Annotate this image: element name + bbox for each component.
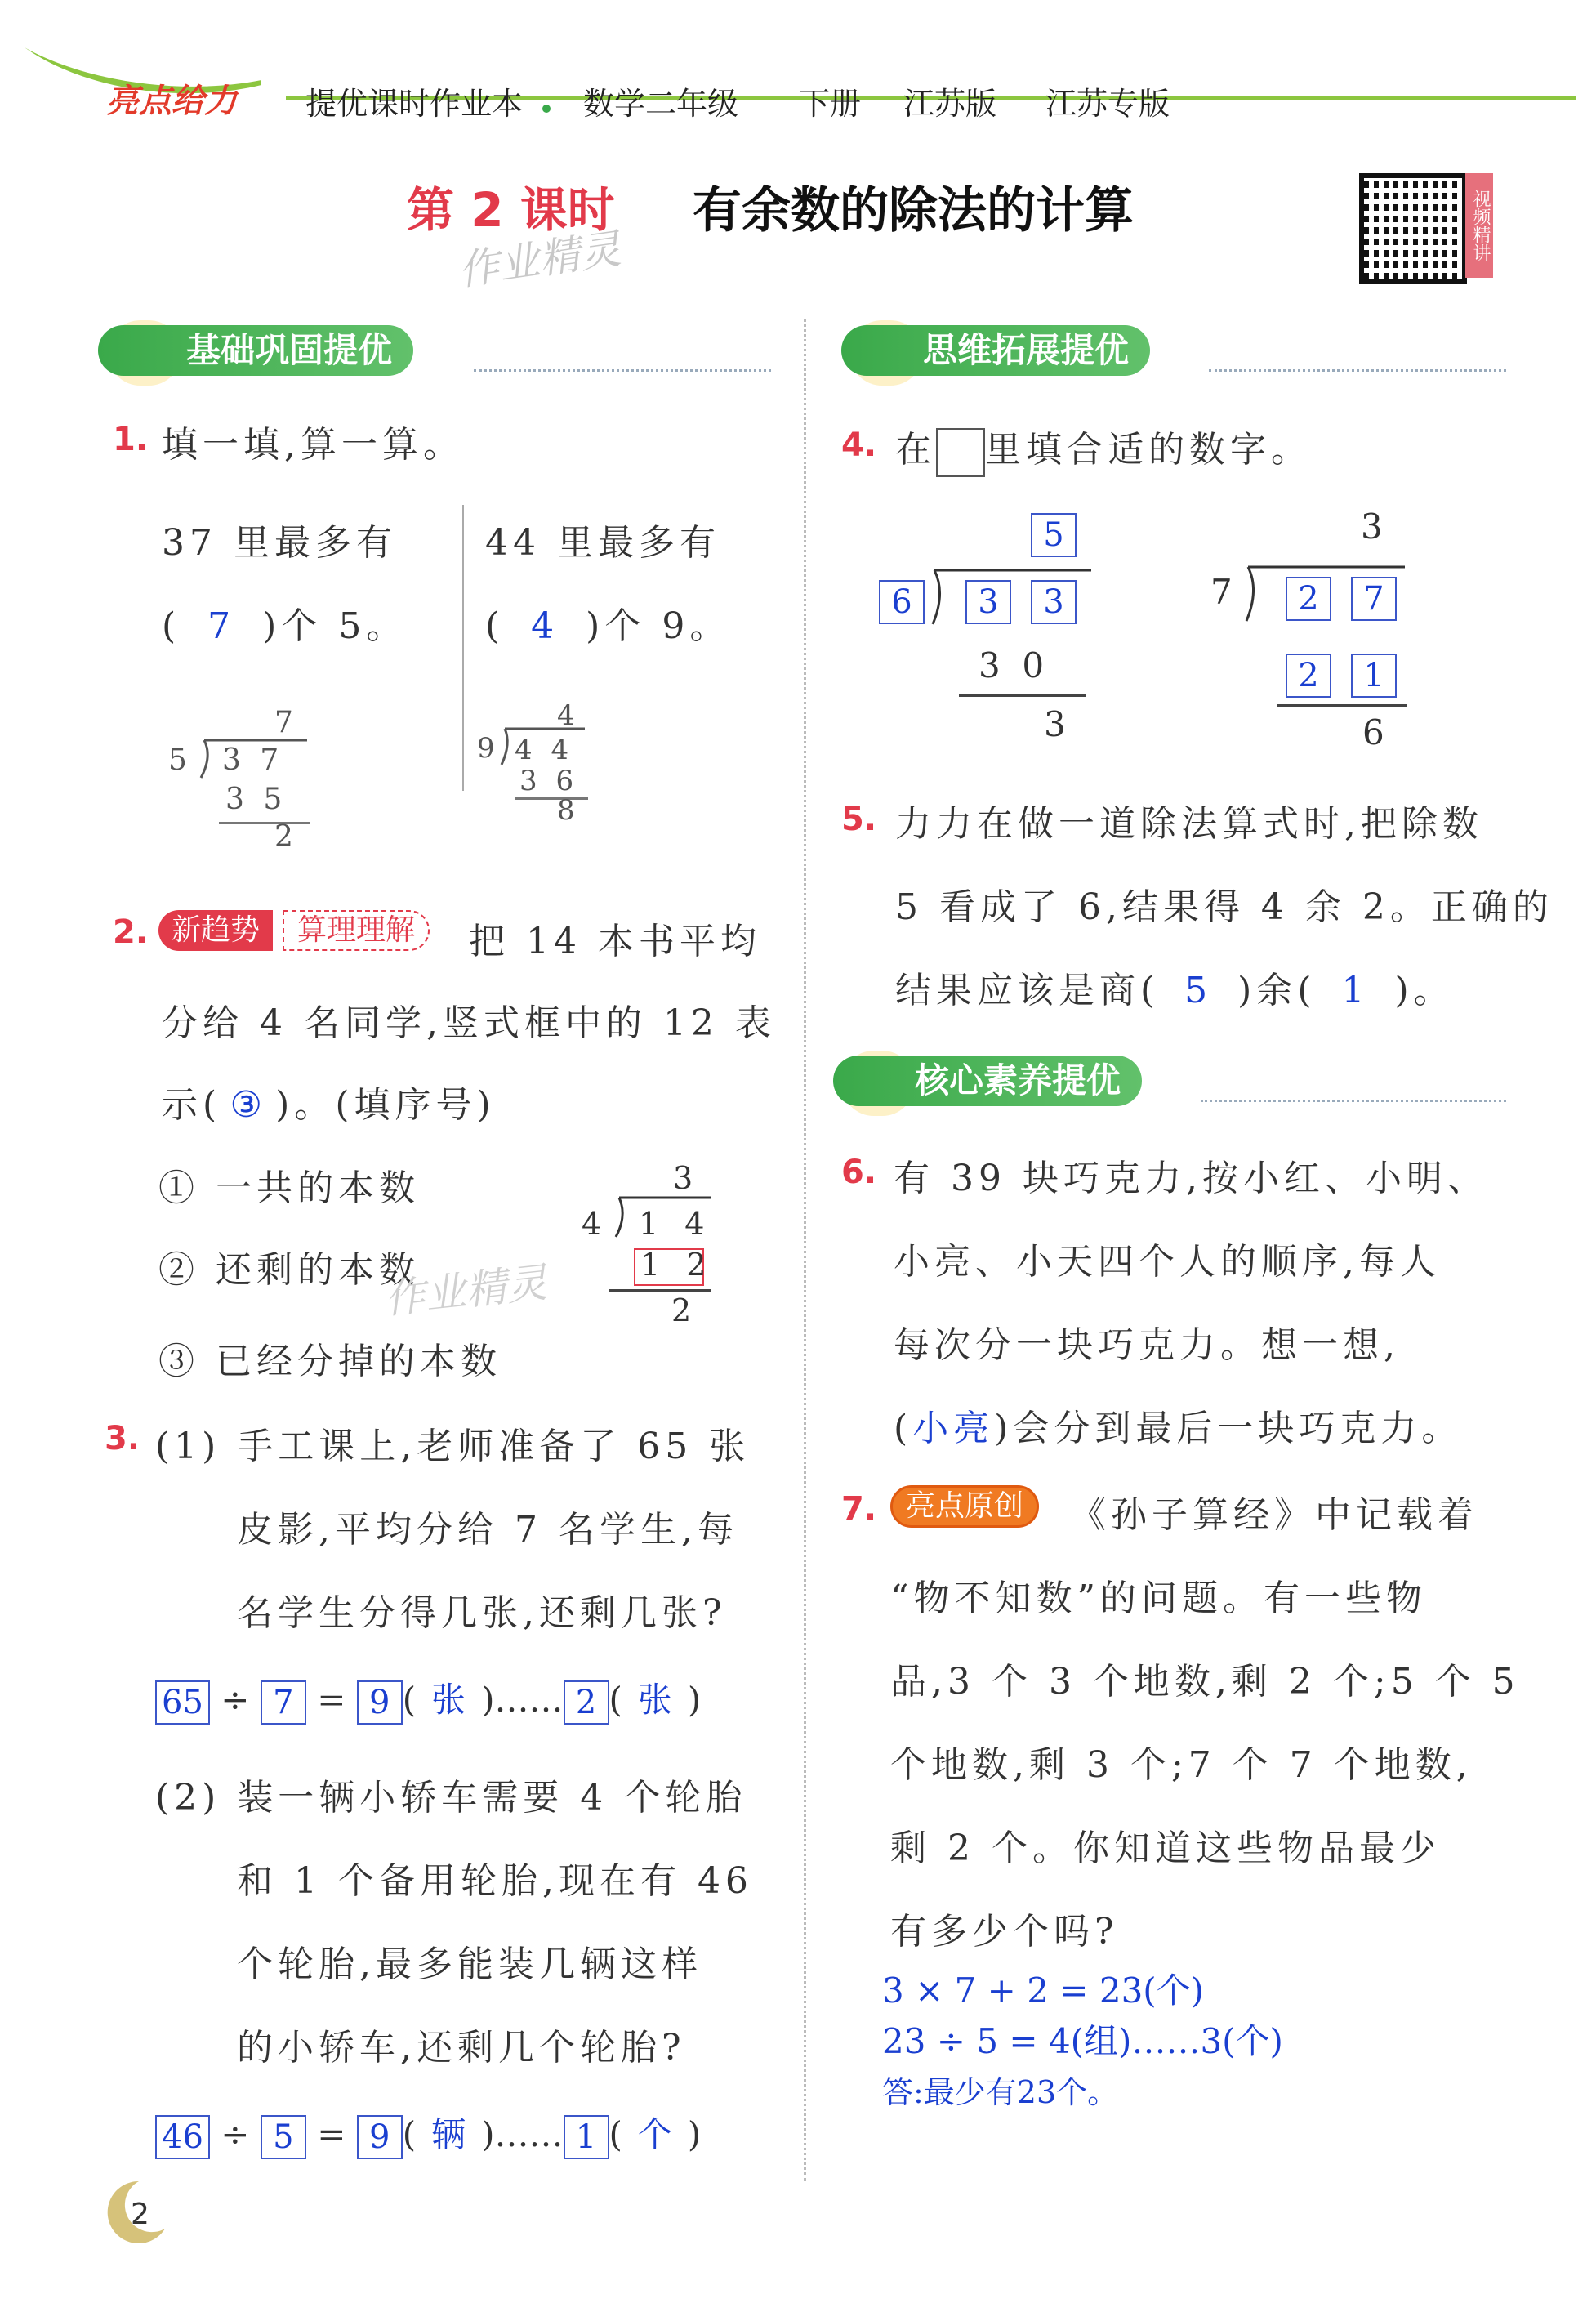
q7-line6: 有多少个吗? <box>890 1911 1119 1953</box>
q1-right-line2: ( 4 )个 9。 <box>485 605 731 647</box>
q4a-dividend2[interactable]: 3 <box>1031 580 1077 624</box>
q3-p1-line3: 名学生分得几张,还剩几张? <box>237 1592 727 1634</box>
volume: 下册 <box>799 86 862 122</box>
q1-divider <box>462 505 464 791</box>
q3-p2-line4: 的小轿车,还剩几个轮胎? <box>237 2027 686 2069</box>
q6-line4: (小亮)会分到最后一块巧克力。 <box>894 1408 1463 1449</box>
q1-left-line2: ( 7 )个 5。 <box>162 605 408 647</box>
q3-p2-line1: (2) 装一辆小轿车需要 4 个轮胎 <box>155 1777 747 1819</box>
q3-p2-unit2[interactable]: 个 <box>637 2114 672 2154</box>
q3-p1-line1: (1) 手工课上,老师准备了 65 张 <box>155 1426 751 1467</box>
section-basic: 基础巩固提优 <box>98 325 413 376</box>
q3-p1-unit1[interactable]: 张 <box>431 1680 466 1720</box>
section-basic-rule <box>474 369 771 372</box>
special-edition: 江苏专版 <box>1045 86 1170 122</box>
q7-number: 7. <box>841 1490 877 1528</box>
q5-answer-remainder[interactable]: 1 <box>1341 970 1370 1011</box>
q7-tag-original: 亮点原创 <box>890 1485 1039 1528</box>
q4b-product2[interactable]: 1 <box>1351 654 1397 698</box>
q5-line2: 5 看成了 6,结果得 4 余 2。正确的 <box>895 886 1554 928</box>
q7-line5: 剩 2 个。你知道这些物品最少 <box>890 1828 1441 1869</box>
brand-logo: 亮点给力 <box>106 83 237 120</box>
q2-line1: 把 14 本书平均 <box>469 921 761 962</box>
q4-number: 4. <box>841 426 877 464</box>
page-number: 2 <box>131 2198 149 2231</box>
q2-number: 2. <box>113 913 149 951</box>
q6-line1: 有 39 块巧克力,按小红、小明、 <box>894 1158 1488 1199</box>
q6-answer[interactable]: 小亮 <box>912 1408 995 1449</box>
q7-line4: 个地数,剩 3 个;7 个 7 个地数, <box>890 1744 1473 1786</box>
q3-p2-equation: 46 ÷ 5 = 9 ( 辆 )…… 1 ( 个 ) <box>155 2108 701 2159</box>
q3-p2-quotient[interactable]: 9 <box>357 2115 403 2159</box>
q2-watermark: 作业精灵 <box>381 1258 550 1323</box>
q1-number: 1. <box>113 421 149 458</box>
q2-tag-understanding: 算理理解 <box>283 910 430 951</box>
section-thinking: 思维拓展提优 <box>841 325 1150 376</box>
watermark: 作业精灵 <box>455 225 624 295</box>
section-core: 核心素养提优 <box>833 1056 1142 1106</box>
q6-number: 6. <box>841 1154 877 1191</box>
q4a-dividend1[interactable]: 3 <box>965 580 1011 624</box>
q3-p1-quotient[interactable]: 9 <box>357 1680 403 1725</box>
q2-option-3: ③ 已经分掉的本数 <box>158 1341 502 1382</box>
q1-right-answer[interactable]: 4 <box>531 605 559 647</box>
qr-label: 视频精讲 <box>1465 173 1493 278</box>
q7-line2: “物不知数”的问题。有一些物 <box>890 1578 1427 1619</box>
q3-p1-equation: 65 ÷ 7 = 9 ( 张 )…… 2 ( 张 ) <box>155 1673 701 1725</box>
q3-number: 3. <box>105 1420 140 1457</box>
q1-right-line1: 44 里最多有 <box>485 522 720 564</box>
q5-line3: 结果应该是商( 5 )余( 1 )。 <box>895 970 1455 1011</box>
edition: 江苏版 <box>903 86 997 122</box>
q3-p1-remainder[interactable]: 2 <box>564 1680 609 1725</box>
q1-prompt: 填一填,算一算。 <box>162 424 464 466</box>
q3-p1-line2: 皮影,平均分给 7 名学生,每 <box>237 1509 738 1551</box>
q2-tag-trend: 新趋势 <box>158 910 273 951</box>
q3-p1-divisor[interactable]: 7 <box>261 1680 306 1725</box>
series-name: 提优课时作业本 <box>305 86 524 122</box>
q2-answer[interactable]: ③ <box>230 1084 267 1126</box>
q4b-product1[interactable]: 2 <box>1286 654 1331 698</box>
section-core-rule <box>1201 1100 1506 1102</box>
page-title: 有余数的除法的计算 <box>693 182 1134 239</box>
q2-line3: 示( ③ )。(填序号) <box>162 1084 496 1126</box>
q3-p2-line3: 个轮胎,最多能装几辆这样 <box>237 1944 702 1985</box>
q3-p2-line2: 和 1 个备用轮胎,现在有 46 <box>237 1860 753 1902</box>
q2-option-1: ① 一共的本数 <box>158 1167 420 1209</box>
q7-line3: 品,3 个 3 个地数,剩 2 个;5 个 5 <box>890 1661 1520 1703</box>
q4a-quotient[interactable]: 5 <box>1031 513 1077 557</box>
q4-prompt: 在 里填合适的数字。 <box>895 420 1312 477</box>
q3-p2-unit1[interactable]: 辆 <box>431 2114 466 2154</box>
subject: 数学二年级 <box>583 86 739 122</box>
lesson-number: 第 2 课时 <box>407 182 615 238</box>
q4b-dividend2[interactable]: 7 <box>1351 577 1397 621</box>
q6-line2: 小亮、小天四个人的顺序,每人 <box>894 1241 1441 1283</box>
q7-answer-line1[interactable]: 3 × 7 + 2 = 23(个) <box>882 1970 1205 2011</box>
q3-p1-dividend[interactable]: 65 <box>155 1680 210 1725</box>
q5-answer-quotient[interactable]: 5 <box>1184 970 1213 1011</box>
q2-option-2: ② 还剩的本数 <box>158 1249 420 1291</box>
q4-blank-box-icon <box>936 428 985 477</box>
q5-number: 5. <box>841 801 877 838</box>
q6-line3: 每次分一块巧克力。想一想, <box>894 1324 1400 1366</box>
q3-p1-unit2[interactable]: 张 <box>637 1680 672 1720</box>
q3-p2-divisor[interactable]: 5 <box>261 2115 306 2159</box>
q1-left-answer[interactable]: 7 <box>207 605 236 647</box>
q2-line2: 分给 4 名同学,竖式框中的 12 表 <box>162 1002 776 1044</box>
q7-answer-line2[interactable]: 23 ÷ 5 = 4(组)……3(个) <box>882 2021 1283 2061</box>
q7-line1: 《孙子算经》中记载着 <box>1070 1494 1478 1536</box>
column-divider <box>804 319 806 2181</box>
q5-line1: 力力在做一道除法算式时,把除数 <box>895 803 1483 845</box>
q3-p2-remainder[interactable]: 1 <box>564 2115 609 2159</box>
header-dot <box>542 105 551 113</box>
qr-code[interactable] <box>1359 173 1467 284</box>
q3-p2-dividend[interactable]: 46 <box>155 2115 210 2159</box>
q1-left-line1: 37 里最多有 <box>162 522 397 564</box>
section-thinking-rule <box>1209 369 1506 372</box>
q4a-divisor[interactable]: 6 <box>879 580 925 624</box>
q4b-dividend1[interactable]: 2 <box>1286 577 1331 621</box>
q7-answer-line3[interactable]: 答:最少有23个。 <box>882 2074 1119 2110</box>
